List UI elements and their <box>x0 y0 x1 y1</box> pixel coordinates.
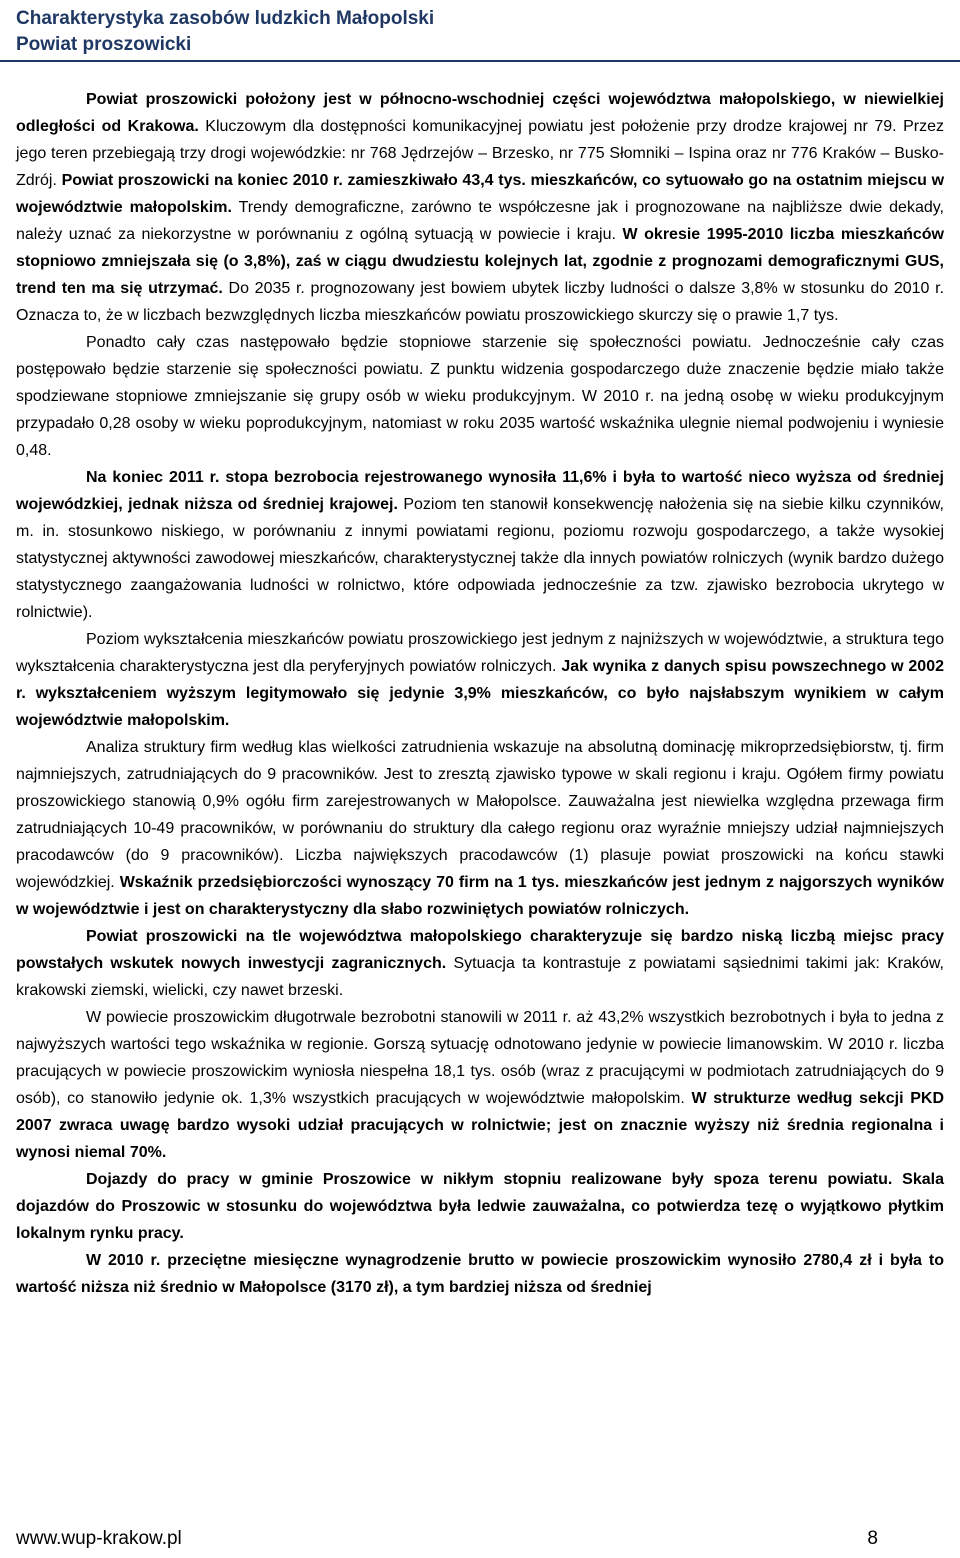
paragraph <box>16 1166 944 1247</box>
text-segment: Ponadto cały czas następowało będzie stopniowe starzenie się społeczności powiatu. Jednocześnie cały czas postępowało będzie starzenie się społeczności powiatu. Z punktu widzenia gospodarczego duże znaczenie będzie miało także spodziewane stopniowe zmniejszanie się grupy osób w wieku produkcyjnym. W 2010 r. na jedną osobę w wieku produkcyjnym przypadało 0,28 osoby w wieku poprodukcyjnym, natomiast w roku 2035 wartość wskaźnika ulegnie niemal podwojeniu i wyniesie 0,48. <box>16 334 944 459</box>
header-divider <box>0 60 960 62</box>
text-segment: Kluczowym dla dostępności komunikacyjnej powiatu jest położenie przy drodze krajowej nr 79. Przez jego teren przebiegają trzy drogi wojewódzkie: nr 768 Jędrzejów – Brzesko, nr 775 Słomniki – Ispina oraz nr 776 Kraków – Busko-Zdrój. <box>16 118 945 189</box>
document-subtitle: Powiat proszowicki <box>16 34 192 55</box>
text-segment: W strukturze według sekcji PKD 2007 zwraca uwagę bardzo wysoki udział pracujących w rolnictwie; jest on znacznie wyższy niż średnia regionalna i wynosi niemal 70%. <box>16 1090 945 1161</box>
text-segment: Sytuacja ta kontrastuje z powiatami sąsiednimi takimi jak: Kraków, krakowski ziemski, wielicki, czy nawet brzeski. <box>16 955 944 999</box>
text-segment: Poziom ten stanowił konsekwencję nałożenia się na siebie kilku czynników, m. in. stosunkowo niskiego, w porównaniu z innymi powiatami regionu, poziomu rozwoju gospodarczego, a także wysokiej statystycznej aktywności zawodowej mieszkańców, charakterystycznej także dla innych powiatów rolniczych (wynik bardzo dużego statystycznego zaangażowania ludności w rolnictwo, które odpowiada jednocześnie za tzw. zjawisko bezrobocia ukrytego w rolnictwie). <box>16 496 944 621</box>
text-segment: Jak wynika z danych spisu powszechnego w 2002 r. wykształceniem wyższym legitymowało się jedynie 3,9% mieszkańców, co było najsłabszym wynikiem w całym województwie małopolskim. <box>16 658 945 729</box>
paragraph <box>16 1247 944 1301</box>
text-segment: Dojazdy do pracy w gminie Proszowice w nikłym stopniu realizowane były spoza terenu powiatu. Skala dojazdów do Proszowic w stosunku do województwa była ledwie zauważalna, co potwierdza tezę o wyjątkowo płytkim lokalnym rynku pracy. <box>16 1171 944 1242</box>
page-footer <box>16 1528 944 1556</box>
paragraph <box>16 734 944 923</box>
text-segment: Do 2035 r. prognozowany jest bowiem ubytek liczby ludności o dalsze 3,8% w stosunku do 2010 r. Oznacza to, że w liczbach bezwzględnych liczba mieszkańców powiatu proszowickiego skurczy się o prawie 1,7 tys. <box>16 280 945 324</box>
text-segment: Powiat proszowicki położony jest w północno-wschodniej części województwa małopolskiego, w niewielkiej odległości od Krakowa. <box>16 91 944 135</box>
page-number: 8 <box>867 1528 878 1549</box>
text-segment: W okresie 1995-2010 liczba mieszkańców stopniowo zmniejszała się (o 3,8%), zaś w ciągu dwudziestu kolejnych lat, zgodnie z prognozami demograficznymi GUS, trend ten ma się utrzymać. <box>16 226 945 297</box>
text-segment: Wskaźnik przedsiębiorczości wynoszący 70 firm na 1 tys. mieszkańców jest jednym z najgorszych wyników w województwie i jest on charakterystyczny dla słabo rozwiniętych powiatów rolniczych. <box>16 874 944 918</box>
text-segment: Trendy demograficzne, zarówno te współczesne jak i prognozowane na najbliższe dwie dekady, należy uznać za niekorzystne w porównaniu z ogólną sytuacją w powiecie i kraju. <box>16 199 944 243</box>
paragraph <box>16 626 944 734</box>
text-segment: Powiat proszowicki na koniec 2010 r. zamieszkiwało 43,4 tys. mieszkańców, co sytuowało go na ostatnim miejscu w województwie małopolskim. <box>16 172 945 216</box>
paragraph <box>16 923 944 1004</box>
paragraph <box>16 1004 944 1166</box>
text-segment: Poziom wykształcenia mieszkańców powiatu proszowickiego jest jednym z najniższych w województwie, a struktura tego wykształcenia charakterystyczna jest dla peryferyjnych powiatów rolniczych. <box>16 631 944 675</box>
text-segment: Powiat proszowicki na tle województwa małopolskiego charakteryzuje się bardzo niską liczbą miejsc pracy powstałych wskutek nowych inwestycji zagranicznych. <box>16 928 944 972</box>
footer-url: www.wup-krakow.pl <box>16 1528 182 1549</box>
paragraph <box>16 464 944 626</box>
document-title: Charakterystyka zasobów ludzkich Małopolski <box>16 8 435 29</box>
text-segment: Na koniec 2011 r. stopa bezrobocia rejestrowanego wynosiła 11,6% i była to wartość nieco wyższa od średniej wojewódzkiej, jednak niższa od średniej krajowej. <box>16 469 944 513</box>
page-header <box>16 6 946 58</box>
document-body <box>16 86 944 1301</box>
paragraph <box>16 329 944 464</box>
text-segment: W 2010 r. przeciętne miesięczne wynagrodzenie brutto w powiecie proszowickim wynosiło 2780,4 zł i była to wartość niższa niż średnio w Małopolsce (3170 zł), a tym bardziej niższa od średniej <box>16 1252 944 1296</box>
paragraph <box>16 86 944 329</box>
text-segment: Analiza struktury firm według klas wielkości zatrudnienia wskazuje na absolutną dominację mikroprzedsiębiorstw, tj. firm najmniejszych, zatrudniających do 9 pracowników. Jest to zresztą zjawisko typowe w skali regionu i kraju. Ogółem firmy powiatu proszowickiego stanowią 0,9% ogółu firm zarejestrowanych w Małopolsce. Zauważalna jest niewielka względna przewaga firm zatrudniających 10-49 pracowników, w porównaniu do struktury dla całego regionu oraz wyraźnie mniejszy udział najmniejszych pracodawców (do 9 pracowników). Liczba największych pracodawców (1) plasuje powiat proszowicki na końcu stawki wojewódzkiej. <box>16 739 944 891</box>
text-segment: W powiecie proszowickim długotrwale bezrobotni stanowili w 2011 r. aż 43,2% wszystkich bezrobotnych i była to jedna z najwyższych wartości tego wskaźnika w regionie. Gorszą sytuację odnotowano jedynie w powiecie limanowskim. W 2010 r. liczba pracujących w powiecie proszowickim wyniosła niespełna 18,1 tys. osób (wraz z pracującymi w podmiotach zatrudniających do 9 osób), co stanowiło jedynie ok. 1,3% wszystkich pracujących w województwie małopolskim. <box>16 1009 944 1107</box>
